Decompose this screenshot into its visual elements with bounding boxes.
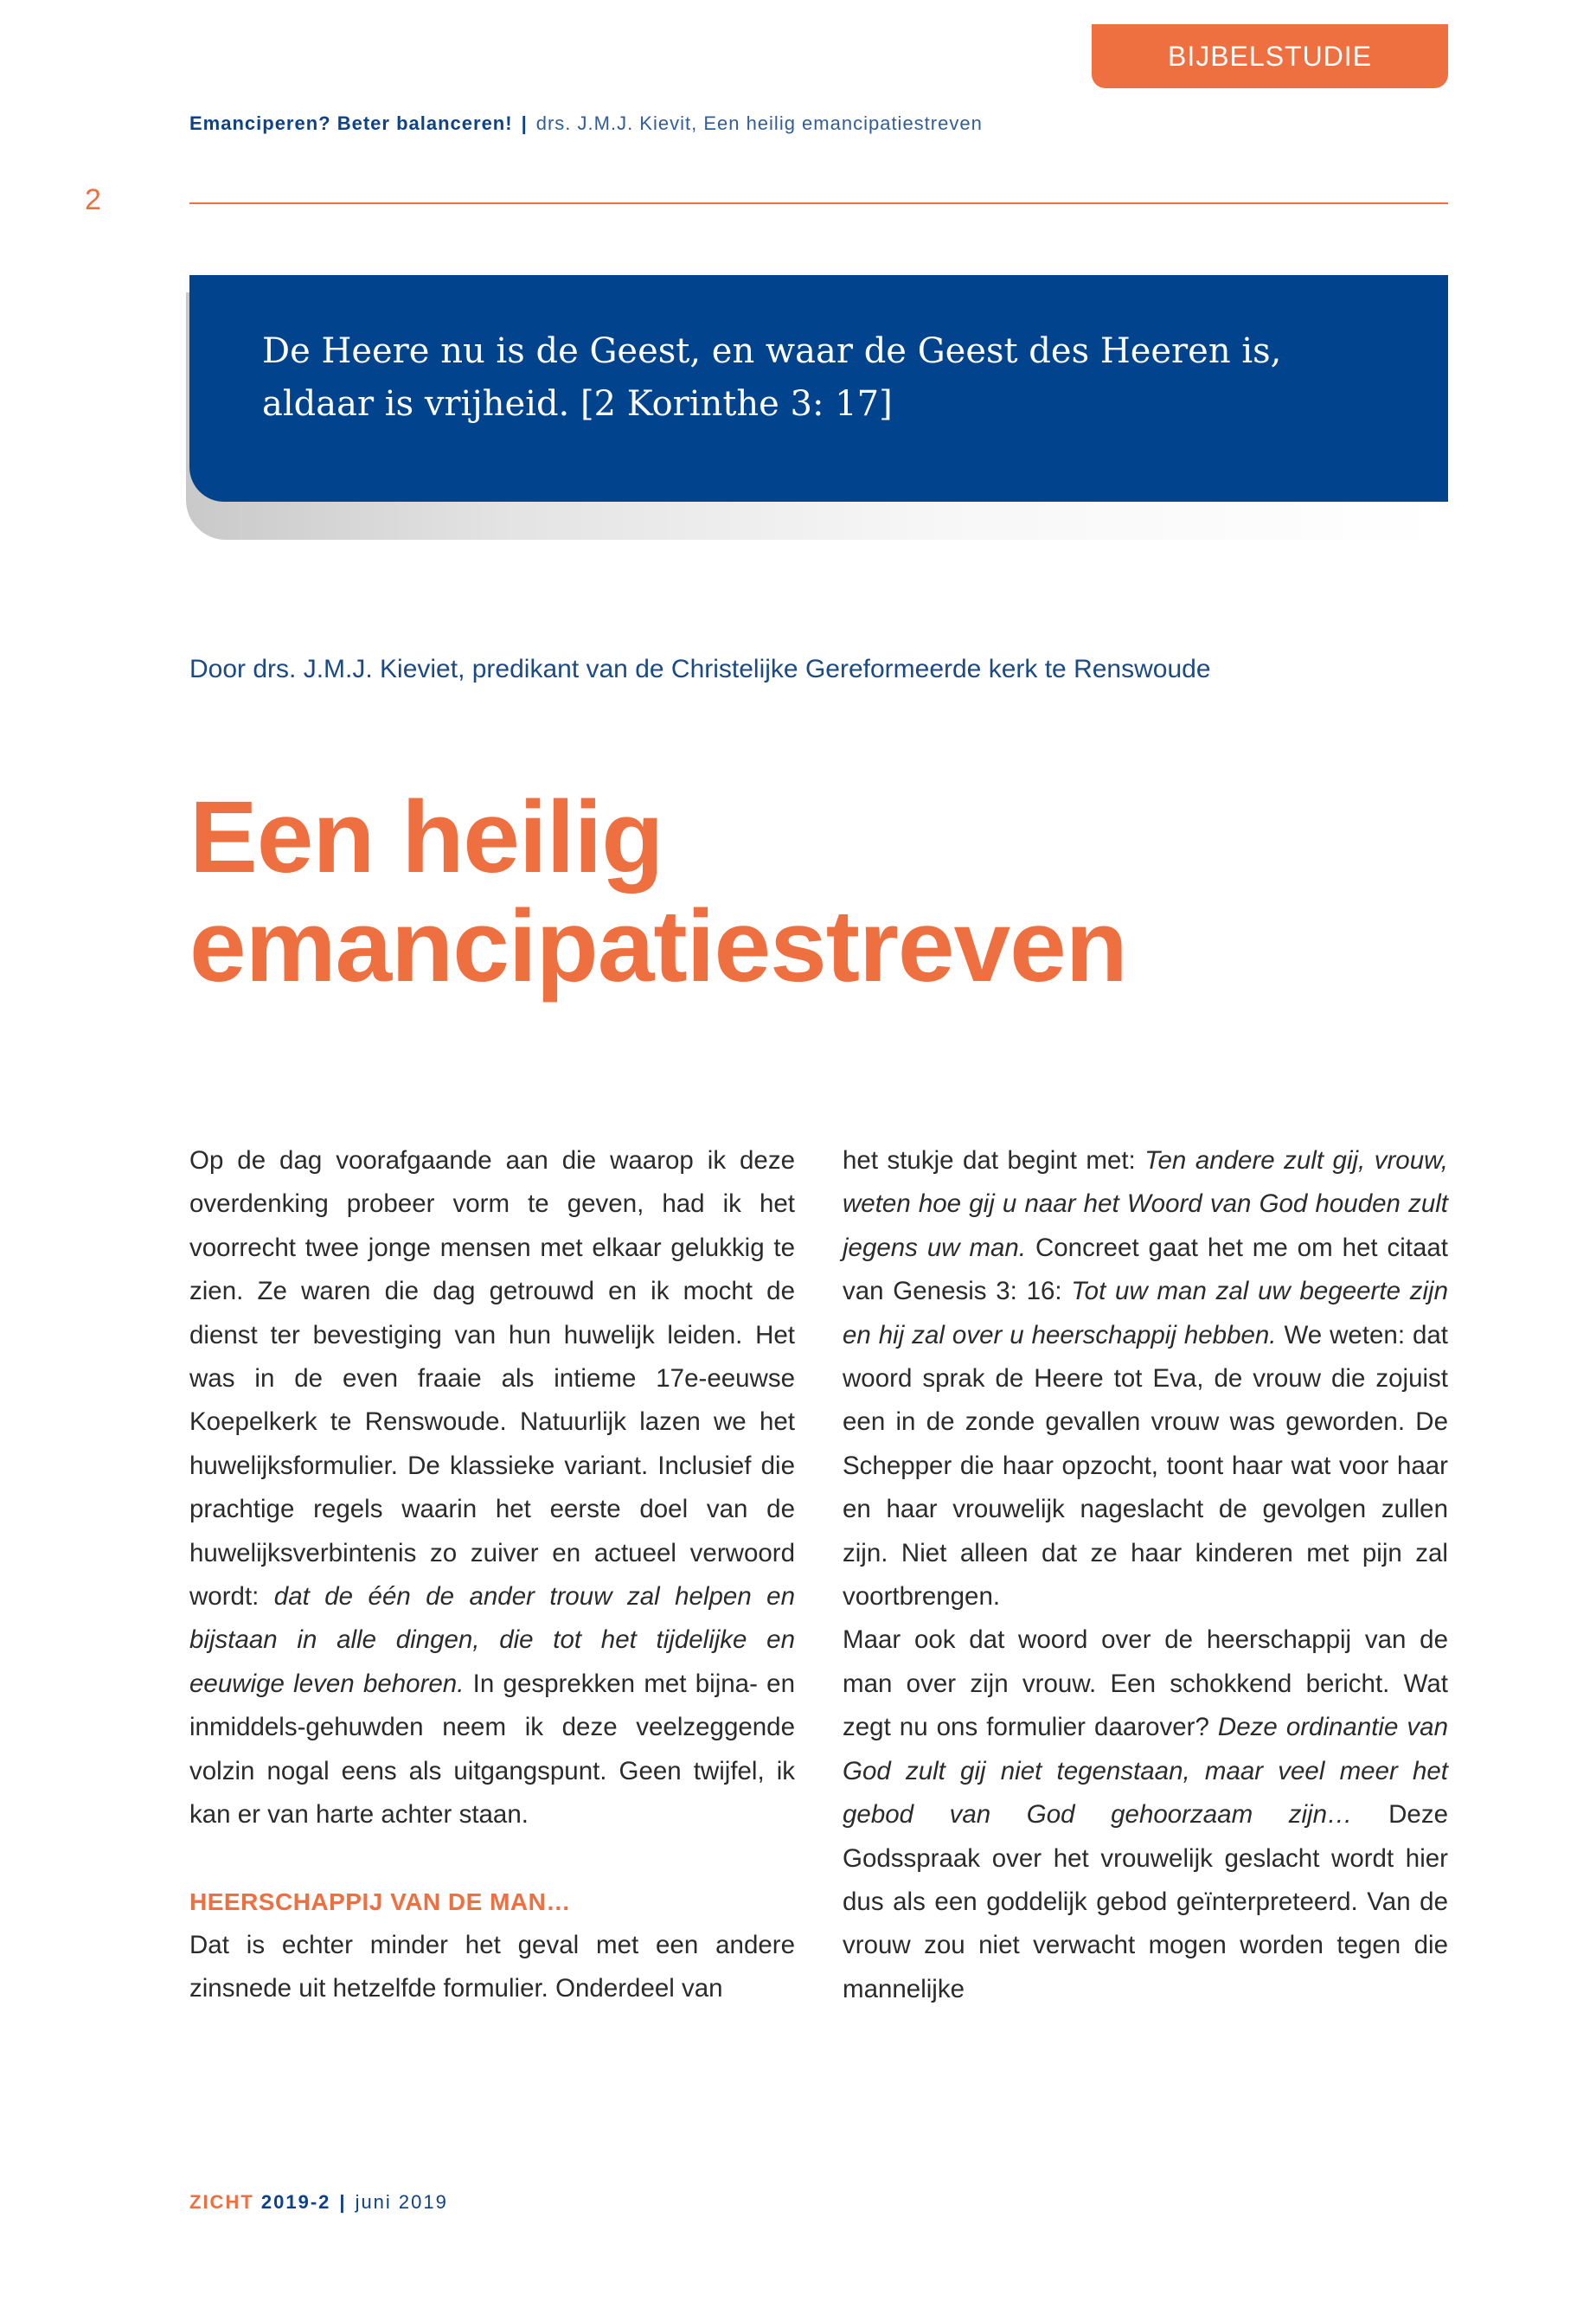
title-line-1: Een heilig xyxy=(189,780,663,894)
section-tab xyxy=(1092,24,1448,88)
running-header xyxy=(189,112,983,135)
body-column-right xyxy=(843,1139,1448,2011)
title-line-2: emancipatiestreven xyxy=(189,889,1127,1003)
paragraph-text: We weten: dat woord sprak de Heere tot Eva, de vrouw die zojuist een in de zonde gevallen vrouw was geworden. De Schepper die haar opzocht, toont haar wat voor haar en haar vrouwelijk nageslacht de gevolgen zullen zijn. Niet alleen dat ze haar kinderen met pijn zal voortbrengen. xyxy=(843,1320,1448,1612)
paragraph-quote: Deze ordinantie van God zult gij niet tegenstaan, maar veel meer het gebod van God gehoorzaam zijn… xyxy=(843,1713,1448,1830)
page-number: 2 xyxy=(85,183,101,216)
paragraph-text: het stukje dat begint met: xyxy=(843,1146,1145,1175)
bible-quote-text xyxy=(262,325,1387,431)
paragraph-quote: dat de één de ander trouw zal helpen en bijstaan in alle dingen, die tot het tijdelijke en eeuwige leven behoren. xyxy=(189,1582,795,1698)
magazine-name: ZICHT xyxy=(189,2191,254,2213)
paragraph-text: Deze Godsspraak over het vrouwelijk geslacht wordt hier dus als een goddelijk gebod geïnterpreteerd. Van de vrouw zou niet verwacht mogen worden tegen die mannelijke xyxy=(843,1800,1448,2003)
paragraph xyxy=(189,1139,795,1837)
article-reference: drs. J.M.J. Kievit, Een heilig emancipatiestreven xyxy=(535,112,983,134)
bible-quote-box xyxy=(189,275,1448,502)
section-tab-label: BIJBELSTUDIE xyxy=(1167,40,1373,72)
paragraph-quote: Tot uw man zal uw begeerte zijn en hij zal over u heerschappij hebben. xyxy=(843,1277,1448,1349)
series-title: Emanciperen? Beter balanceren! xyxy=(189,112,513,134)
paragraph-text: Concreet gaat het me om het citaat van Genesis 3: 16: xyxy=(843,1233,1448,1306)
author-byline: Door drs. J.M.J. Kieviet, predikant van de Christelijke Gereformeerde kerk te Renswoude xyxy=(189,655,1211,683)
paragraph-quote: Ten andere zult gij, vrouw, weten hoe gij u naar het Woord van God houden zult jegens uw man. xyxy=(843,1146,1448,1262)
header-divider xyxy=(189,202,1448,204)
quote-line-2: aldaar is vrijheid. [2 Korinthe 3: 17] xyxy=(262,384,893,424)
issue-date: juni 2019 xyxy=(355,2191,448,2213)
body-column-left xyxy=(189,1139,795,2011)
footer-separator: | xyxy=(339,2191,347,2213)
article-title xyxy=(189,780,1452,1003)
header-separator: | xyxy=(521,112,528,134)
paragraph-text: Maar ook dat woord over de heerschappij van de man over zijn vrouw. Een schokkend bericht. Wat zegt nu ons formulier daarover? xyxy=(843,1625,1448,1742)
page-footer xyxy=(189,2191,448,2214)
quote-line-1: De Heere nu is de Geest, en waar de Geest des Heeren is, xyxy=(262,331,1282,371)
paragraph-text: In gesprekken met bijna- en inmiddels-gehuwden neem ik deze veelzeggende volzin nogal eens als uitgangspunt. Geen twijfel, ik kan er van harte achter staan. xyxy=(189,1669,795,1830)
subheading: HEERSCHAPPIJ VAN DE MAN… xyxy=(189,1888,571,1915)
paragraph-text: Op de dag voorafgaande aan die waarop ik deze overdenking probeer vorm te geven, had ik het voorrecht twee jonge mensen met elkaar gelukkig te zien. Ze waren die dag getrouwd en ik mocht de dienst ter bevestiging van hun huwelijk leiden. Het was in de even fraaie als intieme 17e-eeuwse Koepelkerk te Renswoude. Natuurlijk lazen we het huwelijksformulier. De klassieke variant. Inclusief die prachtige regels waarin het eerste doel van de huwelijksverbintenis zo zuiver en actueel verwoord wordt: xyxy=(189,1146,795,1612)
issue-number: 2019-2 xyxy=(260,2191,331,2213)
paragraph: Dat is echter minder het geval met een andere zinsnede uit hetzelfde formulier. Onderdeel van xyxy=(189,1930,795,2003)
paragraph xyxy=(843,1139,1448,1618)
paragraph xyxy=(843,1618,1448,2011)
